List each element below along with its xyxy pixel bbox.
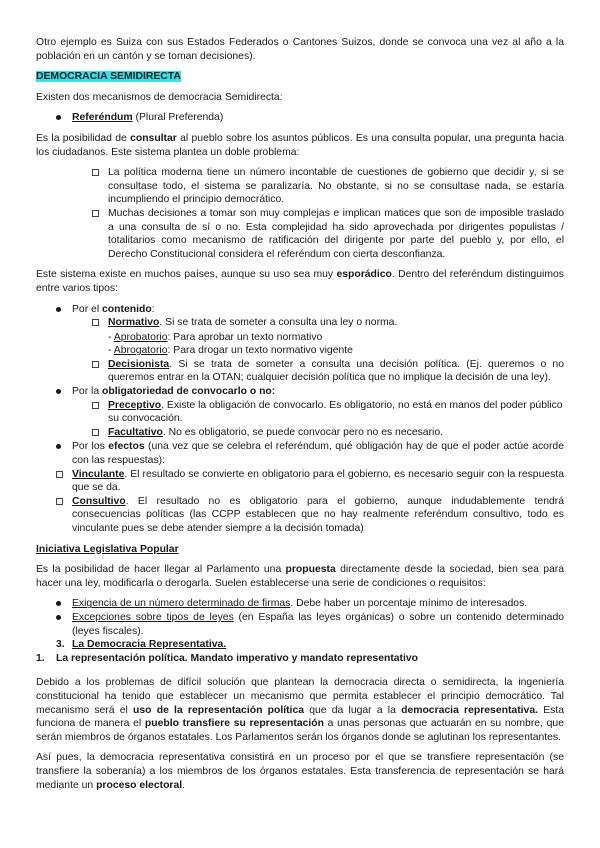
bullet-icon — [56, 601, 61, 606]
checkbox-square-icon — [92, 210, 99, 217]
section-3-heading: 3. La Democracia Representativa. — [56, 639, 227, 651]
mecanismos-lead: Existen dos mecanismos de democracia Semidirecta: — [36, 91, 283, 103]
aprobatorio-line: - Aprobatorio: Para aprobar un texto normativo — [108, 331, 323, 343]
bullet-icon — [56, 389, 61, 394]
bullet-icon — [56, 444, 61, 449]
referendum-label: Referéndum — [72, 112, 133, 124]
representacion-paragraph: Debido a los problemas de difícil solución que plantean la democracia directa o semidirecta, la ingeniería constitucional ha tenido que establecer un mecanismo que permita establecer el principio democrático. Tal mecanismo será el uso de la representación política que da lugar a la democracia representativa. Esta funciona de manera el pueblo transfiere su representación a unas personas que actuarán en su nombre, que serán miembros de órganos estatales. Los Parlamentos serán los órganos donde se aglutinan los representantes. — [36, 677, 564, 743]
checkbox-square-icon — [56, 498, 63, 505]
bullet-icon — [56, 615, 61, 620]
bullet-icon — [56, 115, 61, 120]
requisito-item-1: Exigencia de un número determinado de firmas. Debe haber un porcentaje mínimo de interesados. — [36, 597, 564, 611]
ilp-paragraph: Es la posibilidad de hacer llegar al Parlamento una propuesta directamente desde la sociedad, bien sea para hacer una ley, modificarla o derogarla. Suelen establecerse una serie de condiciones o requisitos: — [36, 564, 564, 589]
checkbox-square-icon — [92, 361, 99, 368]
referendum-note: (Plural Preferenda) — [135, 112, 224, 124]
ilp-heading: Iniciativa Legislativa Popular — [36, 543, 179, 555]
vinculante-item: Vinculante. El resultado se convierte en obligatorio para el gobierno, es necesario seguir con la respuesta que se da. — [36, 468, 564, 495]
problem-item-1 — [36, 166, 564, 207]
problem-item-2 — [36, 207, 564, 261]
requisito-item-2: Excepciones sobre tipos de leyes (en España las leyes orgánicas) o sobre un contenido determinado (leyes fiscales). — [36, 611, 564, 638]
checkbox-square-icon — [56, 471, 63, 478]
checkbox-square-icon — [92, 319, 99, 326]
checkbox-square-icon — [92, 169, 99, 176]
obligatoriedad-bullet: Por la obligatoriedad de convocarlo o no: — [36, 385, 564, 399]
checkbox-square-icon — [92, 429, 99, 436]
semidirecta-heading — [36, 70, 564, 84]
highlighted-heading: DEMOCRACIA SEMIDIRECTA — [36, 71, 181, 83]
proceso-paragraph: Así pues, la democracia representativa consistirá en un proceso por el que se transfiere representación (se transfiere la soberanía) a los miembros de los órganos estatales. Esta transferencia de representación se hará mediante un proceso electoral. — [36, 752, 564, 791]
normativo-item: Normativo. Si se trata de someter a consulta una ley o norma. — [36, 316, 564, 331]
problem-text-2: Muchas decisiones a tomar son muy complejas e implican matices que son de imposible traslado a una consulta de sí o no. Esta complejidad ha sido aprovechada por dirigentes populistas / totalitarios como mecanismo de ratificación del dirigente por parte del pueblo y, por ello, el Derecho Constitucional considera el referéndum con cierta desconfianza. — [108, 207, 564, 260]
contenido-bullet: Por el contenido: — [36, 303, 564, 317]
efectos-bullet: Por los efectos (una vez que se celebra el referéndum, qué obligación hay de que el poder actúe acorde con las respuestas): — [36, 440, 564, 467]
problem-text-1: La política moderna tiene un número incontable de cuestiones de gobierno que decidir y, si se consultase todo, el sistema se paralizaría. No obstante, si no se consultase nada, se estaría incumpliendo el principio democrático. — [108, 167, 564, 206]
sistema-paragraph: Este sistema existe en muchos países, aunque su uso sea muy esporádico. Dentro del referéndum distinguimos entre varios tipos: — [36, 269, 564, 294]
document-page — [36, 36, 564, 792]
bullet-icon — [56, 307, 61, 312]
checkbox-square-icon — [92, 402, 99, 409]
facultativo-item: Facultativo. No es obligatorio, se puede convocar pero no es necesario. — [36, 426, 564, 441]
intro-paragraph: Otro ejemplo es Suiza con sus Estados Federados o Cantones Suizos, donde se convoca una vez al año a la población en un cantón y se toman decisiones). — [36, 37, 564, 62]
consulta-paragraph: Es la posibilidad de consultar al pueblo sobre los asuntos públicos. Es una consulta popular, una pregunta hacia los ciudadanos. Este sistema plantea un doble problema: — [36, 132, 564, 158]
consultivo-item: Consultivo. El resultado no es obligatorio para el gobierno, aunque indudablemente tendrá consecuencias políticas (las CCPP establecen que no hay realmente referéndum consultivo, todo es vinculante pues se debe atender siempre a la decisión tomada) — [36, 495, 564, 536]
preceptivo-item: Preceptivo. Existe la obligación de convocarlo. Es obligatorio, no está en manos del poder público su convocación. — [36, 399, 564, 426]
section-1-heading: 1. La representación política. Mandato imperativo y mandato representativo — [36, 652, 419, 664]
decisionista-item: Decisionista. Si se trata de someter a consulta una decisión política. (Ej. queremos o no queremos entrar en la OTAN; cualquier decisión política que no implique la decisión de una ley). — [36, 358, 564, 385]
abrogatorio-line: - Abrogatorio: Para drogar un texto normativo vigente — [108, 345, 353, 357]
referendum-bullet — [36, 111, 564, 125]
